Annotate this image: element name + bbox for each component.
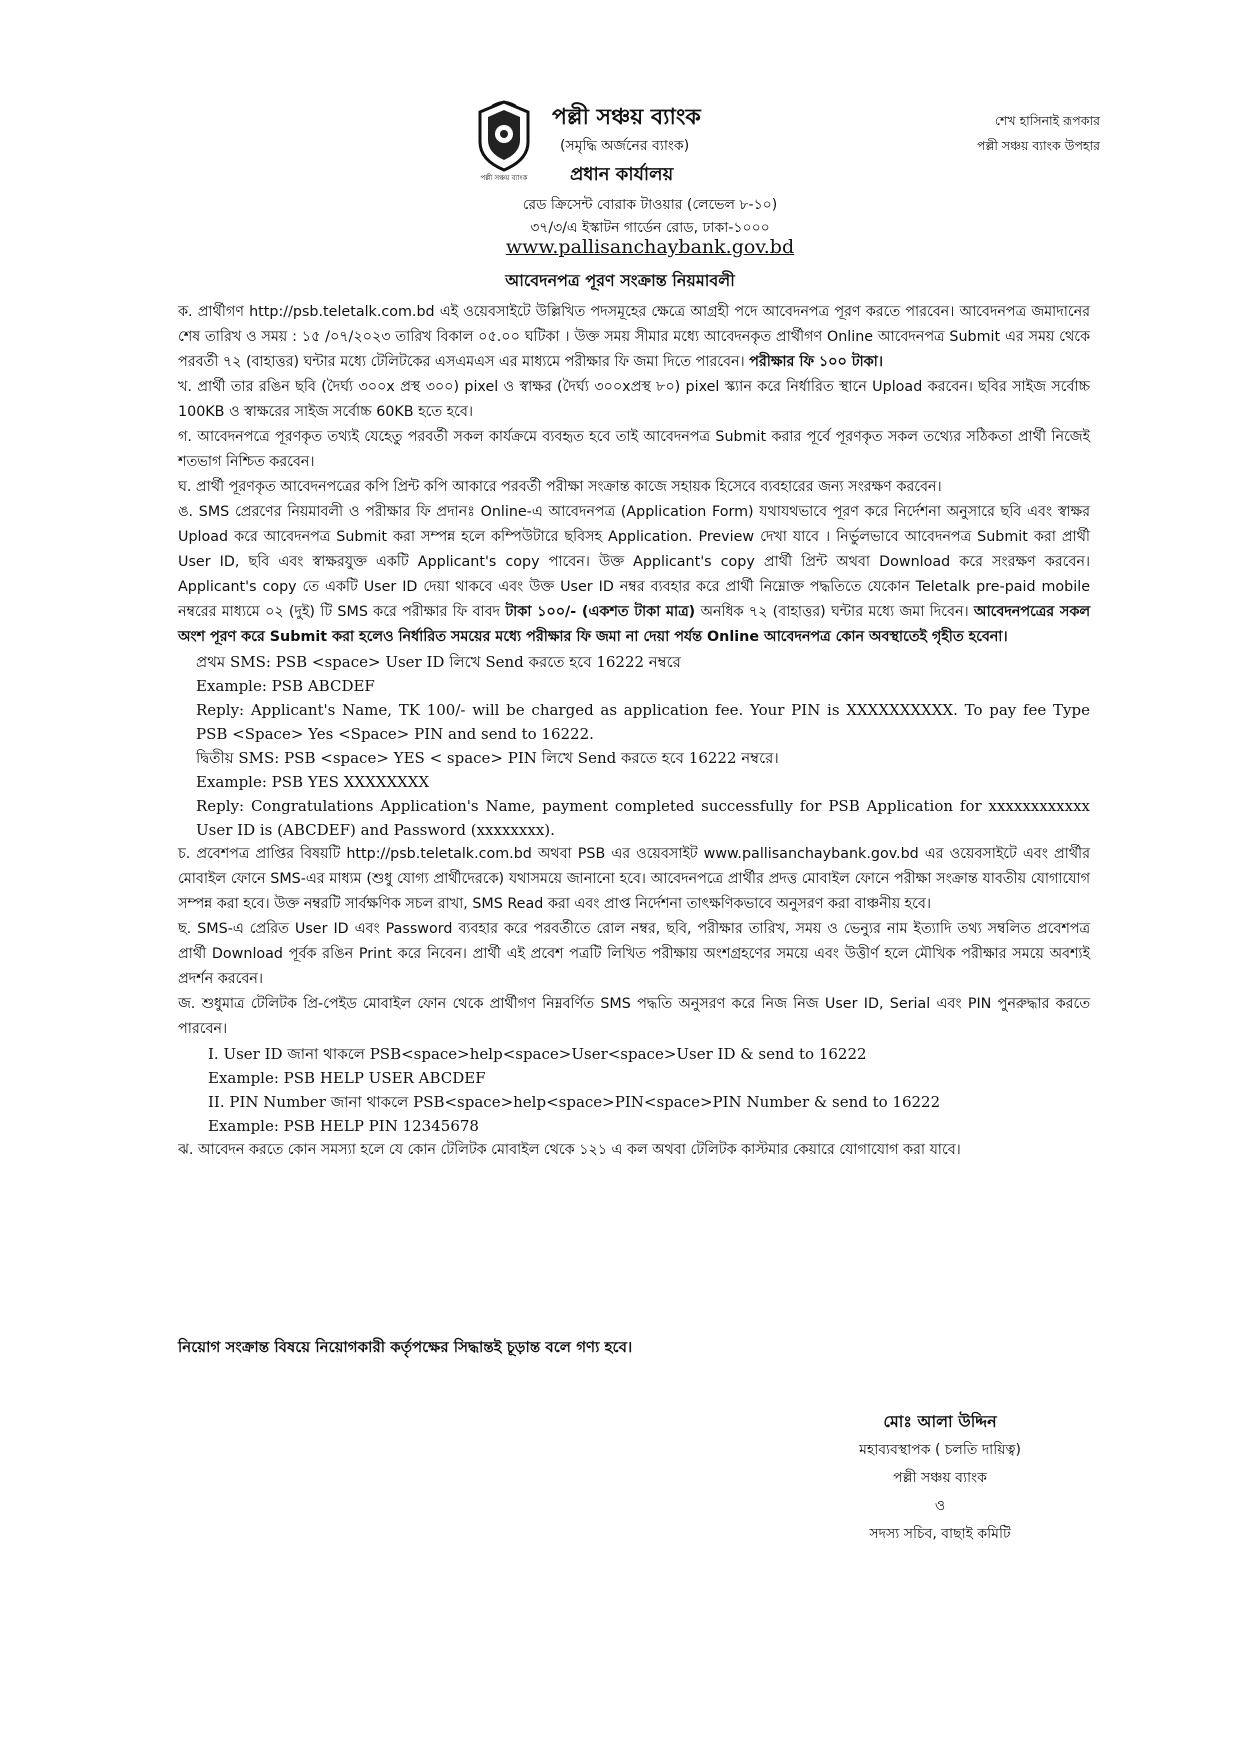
recovery-instructions xyxy=(178,1042,1090,1138)
fee-amount: টাকা ১০০/- (একশত টাকা মাত্র) xyxy=(505,604,696,620)
bank-logo xyxy=(472,98,536,176)
signature-conjunction: ও xyxy=(934,1498,946,1514)
first-sms-example: Example: PSB ABCDEF xyxy=(196,677,375,695)
paragraph-chha: ছ. SMS-এ প্রেরিত User ID এবং Password ব্যবহার করে পরবর্তীতে রোল নম্বর, ছবি, পরীক্ষার তারিখ, সময় ও ভেন্যুর নাম ইত্যাদি তথ্য সম্বলিত প্রবেশপত্র প্রার্থী Download পূর্বক রঙিন Print করে নিবেন। প্রার্থী এই প্রবেশ পত্রটি লিখিত পরীক্ষায় অংশগ্রহণের সময়ে এবং উত্তীর্ণ হলে মৌখিক পরীক্ষার সময়ে অবশ্যই প্রদর্শন করবেন। xyxy=(178,921,1090,987)
paragraph-umo-warning: আবেদনপত্রের সকল অংশ পূরণ করে Submit করা হলেও নির্ধারিত সময়ের মধ্যে পরীক্ষার ফি জমা না দেয়া পর্যন্ত Online আবেদনপত্র কোন অবস্থাতেই গৃহীত হবেনা। xyxy=(178,604,1090,645)
recover-user-id-example: Example: PSB HELP USER ABCDEF xyxy=(208,1069,486,1087)
exam-fee-note: পরীক্ষার ফি ১০০ টাকা। xyxy=(749,354,883,370)
notice-body xyxy=(178,300,1090,1163)
paragraph-gha: ঘ. প্রার্থী পূরণকৃত আবেদনপত্রের কপি প্রিন্ট কপি আকারে পরবর্তী পরীক্ষা সংক্রান্ত কাজে সহায়ক হিসেবে ব্যবহারের জন্য সংরক্ষণ করবেন। xyxy=(178,479,942,495)
side-slogan xyxy=(900,108,1100,158)
paragraph-ga: গ. আবেদনপত্রে পূরণকৃত তথ্যই যেহেতু পরবর্তী সকল কার্যক্রমে ব্যবহৃত হবে তাই আবেদনপত্র Submit করার পূর্বে পূরণকৃত সকল তথ্যের সঠিকতা প্রার্থী নিজেই শতভাগ নিশ্চিত করবেন। xyxy=(178,429,1090,470)
paragraph-jha: ঝ. আবেদন করতে কোন সমস্যা হলে যে কোন টেলিটক মোবাইল থেকে ১২১ এ কল অথবা টেলিটক কাস্টমার কেয়ারে যোগাযোগ করা যাবে। xyxy=(178,1142,961,1158)
slogan-line-2: পল্লী সঞ্চয় ব্যাংক উপহার xyxy=(976,138,1100,153)
logo-caption: পল্লী সঞ্চয় ব্যাংক xyxy=(480,174,528,182)
document-title: আবেদনপত্র পূরণ সংক্রান্ত নিয়মাবলী xyxy=(505,271,735,290)
paragraph-ka-text: ক. প্রার্থীগণ http://psb.teletalk.com.bd এই ওয়েবসাইটে উল্লিখিত পদসমূহের ক্ষেত্রে আগ্রহী পদে আবেদনপত্র পূরণ করতে পারবেন। আবেদনপত্র জমাদানের শেষ তারিখ ও সময় : ১৫ /০৭/২০২৩ তারিখ বিকাল ০৫.০০ ঘটিকা । উক্ত সময় সীমার মধ্যে আবেদনকৃত প্রার্থীগণ Online আবেদনপত্র Submit এর সময় থেকে পরবর্তী ৭২ (বাহাত্তর) ঘন্টার মধ্যে টেলিটকের এসএমএস এর মাধ্যমে পরীক্ষার ফি জমা দিতে পারবেন। xyxy=(178,304,1090,370)
recover-pin-example: Example: PSB HELP PIN 12345678 xyxy=(208,1117,479,1135)
final-note: নিয়োগ সংক্রান্ত বিষয়ে নিয়োগকারী কর্তৃপক্ষের সিদ্ধান্তই চূড়ান্ত বলে গণ্য হবে। xyxy=(178,1338,633,1356)
paragraph-umo-text: ঙ. SMS প্রেরণের নিয়মাবলী ও পরীক্ষার ফি প্রদানঃ Online-এ আবেদনপত্র (Application Form) যথাযথভাবে পূরণ করে নির্দেশনা অনুসারে ছবি এবং স্বাক্ষর Upload করে আবেদনপত্র Submit করা সম্পন্ন হলে কম্পিউটারে ছবিসহ Application. Preview দেখা যাবে । নির্ভুলভাবে আবেদনপত্র Submit করা প্রার্থী User ID, ছবি এবং স্বাক্ষরযুক্ত একটি Applicant's copy পাবেন। উক্ত Applicant's copy প্রার্থী প্রিন্ট অথবা Download করে সংরক্ষণ করবেন। Applicant's copy তে একটি User ID দেয়া থাকবে এবং উক্ত User ID নম্বর ব্যবহার করে প্রার্থী নিম্নোক্ত পদ্ধতিতে যেকোন Teletalk pre-paid mobile নম্বরের মাধ্যমে ০২ (দুই) টি SMS করে পরীক্ষার ফি বাবদ xyxy=(178,504,1090,620)
paragraph-ja: জ. শুধুমাত্র টেলিটক প্রি-পেইড মোবাইল ফোন থেকে প্রার্থীগণ নিম্নবর্ণিত SMS পদ্ধতি অনুসরণ করে নিজ নিজ User ID, Serial এবং PIN পুনরুদ্ধার করতে পারবেন। xyxy=(178,996,1090,1037)
bank-name: পল্লী সঞ্চয় ব্যাংক xyxy=(552,104,701,130)
signatory-name: মোঃ আলা উদ্দিন xyxy=(883,1412,997,1431)
second-sms-reply: Reply: Congratulations Application's Name, payment completed successfully for PSB Application for xxxxxxxxxxxx User ID is (ABCDEF) and Password (xxxxxxxx). xyxy=(196,797,1090,839)
address-line-2: ৩৭/৩/এ ইস্কাটন গার্ডেন রোড, ঢাকা-১০০০ xyxy=(530,220,770,236)
first-sms: প্রথম SMS: PSB <space> User ID লিখে Send করতে হবে 16222 নম্বরে xyxy=(196,653,681,671)
website-link[interactable]: www.pallisanchaybank.gov.bd xyxy=(505,236,795,258)
head-office-label: প্রধান কার্যালয় xyxy=(570,164,674,185)
signatory-organization: পল্লী সঞ্চয় ব্যাংক xyxy=(893,1470,987,1486)
second-sms-example: Example: PSB YES XXXXXXXX xyxy=(196,773,430,791)
sms-instructions xyxy=(178,650,1090,842)
paragraph-kha: খ. প্রার্থী তার রঙিন ছবি (দৈর্ঘ্য ৩০০x প্রস্থ ৩০০) pixel ও স্বাক্ষর (দৈর্ঘ্য ৩০০xপ্রস্থ ৮০) pixel স্ক্যান করে নির্ধারিত স্থানে Upload করবেন। ছবির সাইজ সর্বোচ্চ 100KB ও স্বাক্ষরের সাইজ সর্বোচ্চ 60KB হতে হবে। xyxy=(178,379,1090,420)
second-sms: দ্বিতীয় SMS: PSB <space> YES < space> PIN লিখে Send করতে হবে 16222 নম্বরে। xyxy=(196,749,779,767)
address-line-1: রেড ক্রিসেন্ট বোরাক টাওয়ার (লেভেল ৮-১০) xyxy=(522,197,778,213)
paragraph-cha: চ. প্রবেশপত্র প্রাপ্তির বিষয়টি http://psb.teletalk.com.bd অথবা PSB এর ওয়েবসাইট www.pallisanchaybank.gov.bd এর ওয়েবসাইটে এবং প্রার্থীর মোবাইল ফোনে SMS-এর মাধ্যম (শুধু যোগ্য প্রার্থীদেরকে) যথাসময়ে জানানো হবে। আবেদনপত্রে প্রার্থীর প্রদত্ত মোবাইল ফোনে পরীক্ষা সংক্রান্ত যাবতীয় যোগাযোগ সম্পন্ন করা হবে। উক্ত নম্বরটি সার্বক্ষণিক সচল রাখা, SMS Read করা এবং প্রাপ্ত নির্দেশনা তাৎক্ষণিকভাবে অনুসরণ করা বাঞ্চনীয় হবে। xyxy=(178,846,1090,912)
recover-pin: II. PIN Number জানা থাকলে PSB<space>help<space>PIN<space>PIN Number & send to 16222 xyxy=(208,1093,941,1111)
signature-block xyxy=(800,1408,1080,1548)
recover-user-id: I. User ID জানা থাকলে PSB<space>help<space>User<space>User ID & send to 16222 xyxy=(208,1045,867,1063)
paragraph-umo-deadline: অনধিক ৭২ (বাহাত্তর) ঘন্টার মধ্যে জমা দিবেন। xyxy=(700,604,969,620)
signatory-committee-role: সদস্য সচিব, বাছাই কমিটি xyxy=(869,1526,1011,1542)
paragraph-umo xyxy=(178,500,1090,650)
first-sms-reply: Reply: Applicant's Name, TK 100/- will be charged as application fee. Your PIN is XXXXXXXXXX. To pay fee Type PSB <Space> Yes <Space> PIN and send to 16222. xyxy=(196,701,1090,743)
signatory-designation: মহাব্যবস্থাপক ( চলতি দায়িত্ব) xyxy=(859,1442,1021,1458)
slogan-line-1: শেখ হাসিনাই রূপকার xyxy=(994,113,1100,128)
bank-tagline: (সমৃদ্ধি অর্জনের ব্যাংক) xyxy=(560,138,690,154)
paragraph-ka xyxy=(178,300,1090,375)
